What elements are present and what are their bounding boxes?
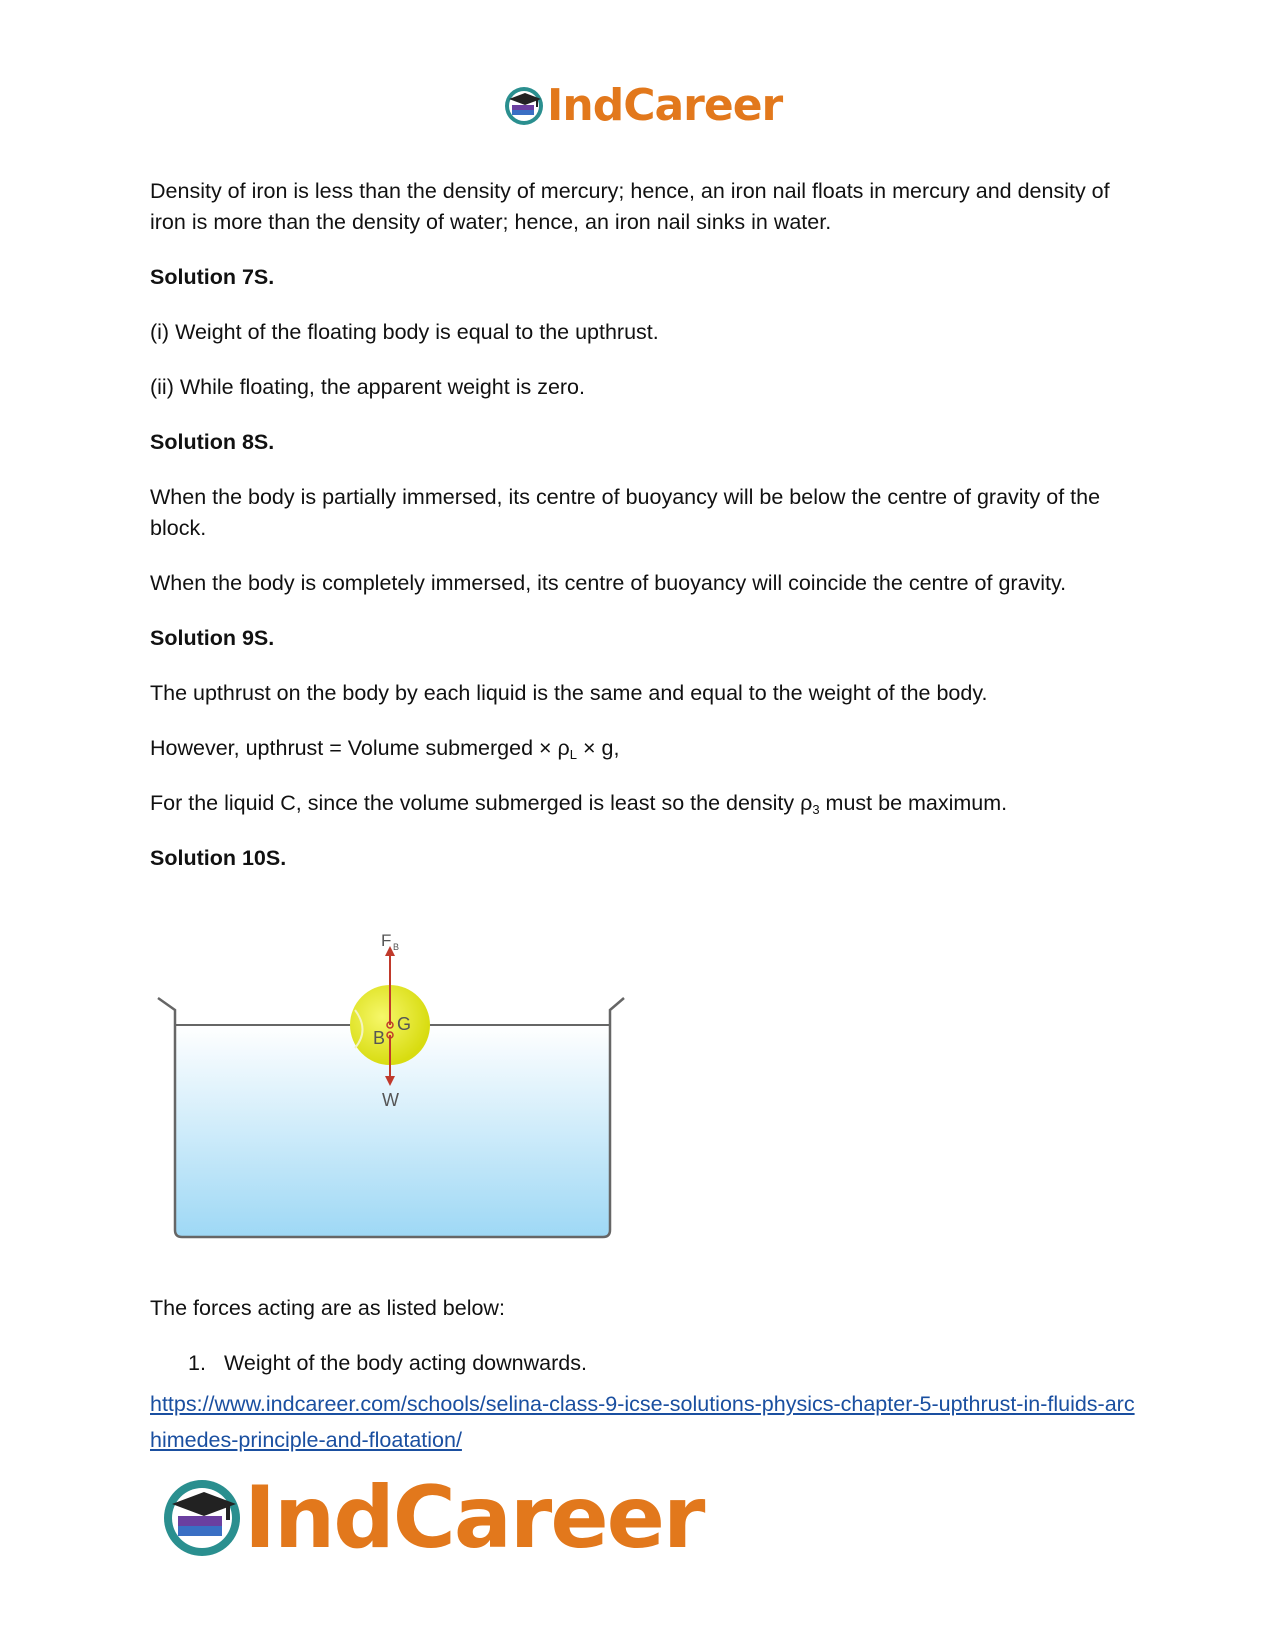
label-b: B bbox=[373, 1028, 386, 1048]
brand-name: IndCareer bbox=[244, 1468, 704, 1568]
list-number: 1. bbox=[188, 1351, 206, 1375]
footer-logo bbox=[160, 1468, 703, 1568]
label-fb-sub: B bbox=[393, 942, 400, 952]
solution-heading-9s: Solution 9S. bbox=[150, 626, 275, 650]
subscript: L bbox=[569, 747, 577, 762]
paragraph: The upthrust on the body by each liquid is the same and equal to the weight of the body. bbox=[150, 681, 988, 705]
forces-list bbox=[150, 1348, 1140, 1379]
formula-text-end: × g, bbox=[577, 736, 620, 760]
paragraph: Density of iron is less than the density of mercury; hence, an iron nail floats in mercury and density of iron is more than the density of water; hence, an iron nail sinks in water. bbox=[150, 179, 1110, 234]
forces-intro: The forces acting are as listed below: bbox=[150, 1296, 505, 1320]
document-body bbox=[150, 176, 1140, 898]
brand-name: IndCareer bbox=[547, 80, 783, 131]
list-text: Weight of the body acting downwards. bbox=[224, 1351, 587, 1375]
floating-ball-diagram bbox=[150, 930, 640, 1260]
paragraph: (i) Weight of the floating body is equal to the upthrust. bbox=[150, 320, 659, 344]
graduation-cap-icon bbox=[503, 85, 545, 127]
density-text: For the liquid C, since the volume submerged is least so the density ρ bbox=[150, 791, 813, 815]
paragraph bbox=[150, 788, 1140, 819]
formula-paragraph bbox=[150, 733, 1140, 764]
subscript: 3 bbox=[812, 802, 820, 817]
density-text-end: must be maximum. bbox=[819, 791, 1008, 815]
paragraph: When the body is partially immersed, its centre of buoyancy will be below the centre of gravity of the block. bbox=[150, 485, 1101, 540]
paragraph: When the body is completely immersed, its centre of buoyancy will coincide the centre of gravity. bbox=[150, 571, 1067, 595]
forces-section bbox=[150, 1293, 1140, 1379]
solution-heading-8s: Solution 8S. bbox=[150, 430, 275, 454]
solution-heading-7s: Solution 7S. bbox=[150, 265, 275, 289]
label-w: W bbox=[382, 1090, 399, 1110]
header-logo bbox=[503, 80, 782, 131]
paragraph: (ii) While floating, the apparent weight is zero. bbox=[150, 375, 585, 399]
solution-heading-10s: Solution 10S. bbox=[150, 846, 287, 870]
label-g: G bbox=[397, 1014, 412, 1034]
formula-text: However, upthrust = Volume submerged × ρ bbox=[150, 736, 570, 760]
source-link[interactable]: https://www.indcareer.com/schools/selina-class-9-icse-solutions-physics-chapter-5-upthrust-in-fluids-archimedes-principle-and-floatation/ bbox=[150, 1392, 1135, 1452]
label-fb: F bbox=[381, 931, 392, 950]
list-item bbox=[188, 1348, 1140, 1379]
graduation-cap-icon bbox=[160, 1476, 244, 1560]
